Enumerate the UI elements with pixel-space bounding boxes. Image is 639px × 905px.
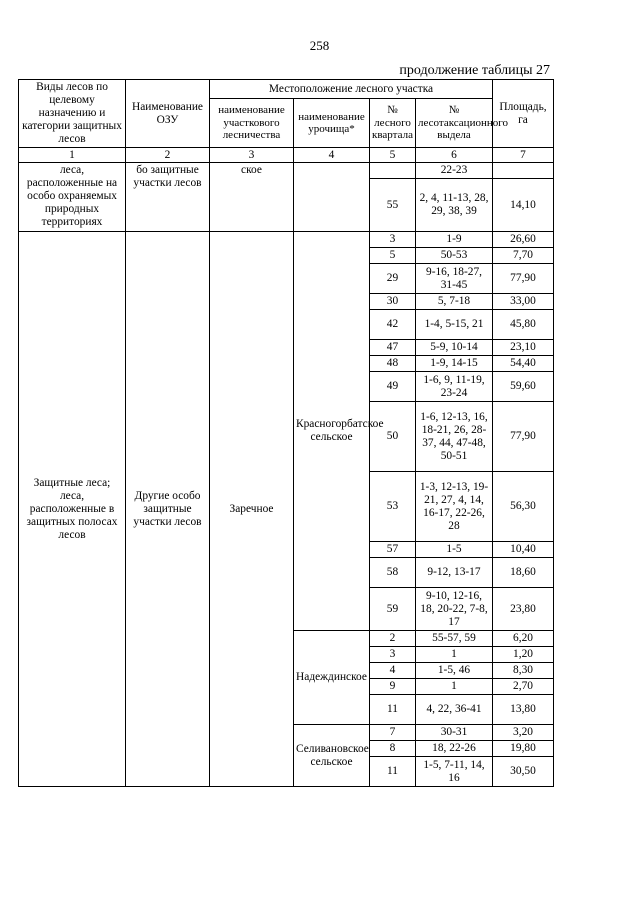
allotment-cell: 5, 7-18 xyxy=(416,294,493,310)
allotment-cell: 1-6, 9, 11-19, 23-24 xyxy=(416,372,493,402)
quarter-cell: 47 xyxy=(370,340,416,356)
allotment-cell: 9-16, 18-27, 31-45 xyxy=(416,264,493,294)
table-continuation-label: продолжение таблицы 27 xyxy=(399,63,550,78)
area-cell: 23,80 xyxy=(493,588,554,631)
allotment-cell: 22-23 xyxy=(416,163,493,179)
allotment-cell: 55-57, 59 xyxy=(416,631,493,647)
header-district: наименование участкового лесничества xyxy=(210,99,294,148)
quarter-cell: 30 xyxy=(370,294,416,310)
area-cell: 3,20 xyxy=(493,725,554,741)
area-cell: 26,60 xyxy=(493,232,554,248)
area-cell: 7,70 xyxy=(493,248,554,264)
table-row xyxy=(19,163,554,179)
area-cell: 33,00 xyxy=(493,294,554,310)
area-cell: 56,30 xyxy=(493,472,554,542)
tract-cell xyxy=(294,163,370,232)
quarter-cell: 8 xyxy=(370,741,416,757)
area-cell xyxy=(493,163,554,179)
quarter-cell: 58 xyxy=(370,558,416,588)
quarter-cell: 7 xyxy=(370,725,416,741)
column-number: 5 xyxy=(370,148,416,163)
column-number: 6 xyxy=(416,148,493,163)
allotment-cell: 2, 4, 11-13, 28, 29, 38, 39 xyxy=(416,179,493,232)
tract-cell: Селивановское сельское xyxy=(294,725,370,787)
column-number: 4 xyxy=(294,148,370,163)
ozu-name-cell: бо защитные участки лесов xyxy=(126,163,210,232)
quarter-cell xyxy=(370,163,416,179)
column-number: 1 xyxy=(19,148,126,163)
allotment-cell: 1-5, 7-11, 14, 16 xyxy=(416,757,493,787)
allotment-cell: 1 xyxy=(416,679,493,695)
area-cell: 77,90 xyxy=(493,264,554,294)
allotment-cell: 1-5, 46 xyxy=(416,663,493,679)
header-tract: наименование урочища* xyxy=(294,99,370,148)
table-row xyxy=(19,232,554,248)
allotment-cell: 50-53 xyxy=(416,248,493,264)
area-cell: 6,20 xyxy=(493,631,554,647)
area-cell: 30,50 xyxy=(493,757,554,787)
quarter-cell: 11 xyxy=(370,757,416,787)
quarter-cell: 29 xyxy=(370,264,416,294)
column-number: 7 xyxy=(493,148,554,163)
quarter-cell: 11 xyxy=(370,695,416,725)
forest-type-cell: Защитные леса; леса, расположенные в защитных полосах лесов xyxy=(19,232,126,787)
quarter-cell: 48 xyxy=(370,356,416,372)
quarter-cell: 3 xyxy=(370,647,416,663)
allotment-cell: 1-6, 12-13, 16, 18-21, 26, 28-37, 44, 47-48, 50-51 xyxy=(416,402,493,472)
header-forest-type: Виды лесов по целевому назначению и категории защитных лесов xyxy=(19,80,126,148)
quarter-cell: 55 xyxy=(370,179,416,232)
tract-cell: Красногорбатское сельское xyxy=(294,232,370,631)
quarter-cell: 50 xyxy=(370,402,416,472)
area-cell: 2,70 xyxy=(493,679,554,695)
allotment-cell: 9-10, 12-16, 18, 20-22, 7-8, 17 xyxy=(416,588,493,631)
header-location: Местоположение лесного участка xyxy=(210,80,493,99)
header-quarter: № лесного квартала xyxy=(370,99,416,148)
allotment-cell: 1-9, 14-15 xyxy=(416,356,493,372)
quarter-cell: 4 xyxy=(370,663,416,679)
area-cell: 13,80 xyxy=(493,695,554,725)
area-cell: 19,80 xyxy=(493,741,554,757)
allotment-cell: 1-4, 5-15, 21 xyxy=(416,310,493,340)
quarter-cell: 42 xyxy=(370,310,416,340)
quarter-cell: 59 xyxy=(370,588,416,631)
allotment-cell: 30-31 xyxy=(416,725,493,741)
allotment-cell: 1-5 xyxy=(416,542,493,558)
allotment-cell: 1-9 xyxy=(416,232,493,248)
quarter-cell: 49 xyxy=(370,372,416,402)
forest-plots-table xyxy=(18,79,554,787)
forest-type-cell: леса, расположенные на особо охраняемых природных территориях xyxy=(19,163,126,232)
area-cell: 45,80 xyxy=(493,310,554,340)
district-cell: ское xyxy=(210,163,294,232)
allotment-cell: 18, 22-26 xyxy=(416,741,493,757)
quarter-cell: 3 xyxy=(370,232,416,248)
area-cell: 10,40 xyxy=(493,542,554,558)
district-cell: Заречное xyxy=(210,232,294,787)
allotment-cell: 9-12, 13-17 xyxy=(416,558,493,588)
header-ozu-name: Наименование ОЗУ xyxy=(126,80,210,148)
quarter-cell: 9 xyxy=(370,679,416,695)
area-cell: 8,30 xyxy=(493,663,554,679)
area-cell: 14,10 xyxy=(493,179,554,232)
allotment-cell: 1-3, 12-13, 19-21, 27, 4, 14, 16-17, 22-26, 28 xyxy=(416,472,493,542)
area-cell: 59,60 xyxy=(493,372,554,402)
allotment-cell: 4, 22, 36-41 xyxy=(416,695,493,725)
quarter-cell: 53 xyxy=(370,472,416,542)
column-number: 3 xyxy=(210,148,294,163)
quarter-cell: 57 xyxy=(370,542,416,558)
allotment-cell: 1 xyxy=(416,647,493,663)
column-number: 2 xyxy=(126,148,210,163)
area-cell: 54,40 xyxy=(493,356,554,372)
tract-cell: Надеждинское xyxy=(294,631,370,725)
ozu-name-cell: Другие особо защитные участки лесов xyxy=(126,232,210,787)
header-area: Площадь, га xyxy=(493,80,554,148)
area-cell: 18,60 xyxy=(493,558,554,588)
header-allotment: № лесотаксационного выдела xyxy=(416,99,493,148)
page-number: 258 xyxy=(309,38,330,53)
allotment-cell: 5-9, 10-14 xyxy=(416,340,493,356)
area-cell: 23,10 xyxy=(493,340,554,356)
quarter-cell: 2 xyxy=(370,631,416,647)
quarter-cell: 5 xyxy=(370,248,416,264)
area-cell: 77,90 xyxy=(493,402,554,472)
area-cell: 1,20 xyxy=(493,647,554,663)
